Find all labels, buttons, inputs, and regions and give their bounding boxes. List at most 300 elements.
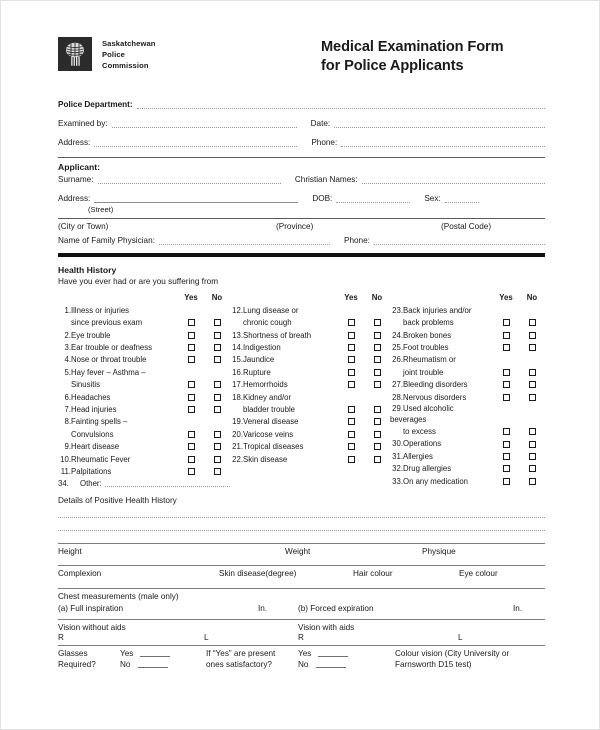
checkbox-no-icon[interactable] [214,468,221,475]
health-history-item [390,378,545,390]
checkbox-no-icon[interactable] [529,344,536,351]
checkbox-no-icon[interactable] [529,428,536,435]
health-history-yes-checkbox-cell[interactable] [338,418,364,427]
glasses-yes-input[interactable] [140,649,170,657]
details-label: Details of Positive Health History [58,495,177,505]
checkbox-no-icon[interactable] [529,441,536,448]
health-history-yes-checkbox-cell [493,416,519,425]
city-hint: (City or Town) [58,221,109,231]
health-history-no-checkbox-cell[interactable] [519,319,545,328]
health-history-yes-checkbox-cell[interactable] [493,344,519,353]
health-history-no-checkbox-cell[interactable] [204,443,230,452]
health-history-no-checkbox-cell[interactable] [519,332,545,341]
checkbox-yes-icon[interactable] [188,456,195,463]
checkbox-no-icon[interactable] [374,406,381,413]
health-history-no-checkbox-cell [204,418,230,427]
health-history-item-label [390,392,493,403]
checkbox-yes-icon[interactable] [188,332,195,339]
postal-code-hint: (Postal Code) [441,221,492,231]
health-history-item-label [58,404,178,415]
health-history-yes-checkbox-cell[interactable] [493,453,519,462]
checkbox-yes-icon[interactable] [503,344,510,351]
health-history-item [58,403,230,415]
health-history-item-label [230,317,338,328]
health-history-item-number: 5. [64,367,71,377]
health-history-no-checkbox-cell[interactable] [204,406,230,415]
health-history-item [390,462,545,474]
health-history-item [58,365,230,377]
checkbox-no-icon[interactable] [374,443,381,450]
health-history-item-text: Rheumatism or [403,355,456,365]
health-history-item-number: 11. [60,466,71,476]
health-history-no-checkbox-cell[interactable] [364,406,390,415]
health-history-item-text: Used alcoholic beverages [390,403,454,424]
health-history-yes-checkbox-cell[interactable] [493,441,519,450]
health-history-item-text: Hemorrhoids [243,380,288,390]
health-history-item-number: 12. [232,305,243,315]
police-department-section [58,100,545,148]
health-history-no-checkbox-cell[interactable] [364,369,390,378]
health-history-item-text: Varicose veins [243,429,294,439]
health-history-item-text: Shortness of breath [243,330,312,340]
health-history-yes-checkbox-cell [178,369,204,378]
health-history-yes-checkbox-cell[interactable] [338,443,364,452]
health-history-columns [58,293,545,488]
christian-names-label: Christian Names: [294,175,358,185]
health-history-item-number: 8. [64,417,71,427]
health-history-no-checkbox-cell[interactable] [204,468,230,477]
checkbox-yes-icon[interactable] [188,468,195,475]
health-history-item-text: Broken bones [403,330,452,340]
health-history-item-label [58,466,178,477]
police-department-input[interactable] [137,100,545,109]
vision-without-aids-label: Vision without aids [58,622,126,632]
health-history-item-indent [58,429,71,440]
checkbox-yes-icon[interactable] [503,441,510,448]
health-history-no-checkbox-cell[interactable] [204,332,230,341]
health-history-yes-checkbox-cell[interactable] [338,406,364,415]
health-history-yes-checkbox-cell[interactable] [178,468,204,477]
health-history-item-label [230,429,338,440]
health-history-item-label [58,305,178,316]
health-history-item-number: 14. [232,343,243,352]
checkbox-no-icon[interactable] [374,344,381,351]
family-physician-input[interactable] [159,236,330,245]
checkbox-no-icon[interactable] [374,381,381,388]
health-history-yes-checkbox-cell[interactable] [338,332,364,341]
health-history-item [230,365,390,377]
checkbox-yes-icon[interactable] [188,319,195,326]
health-history-yes-checkbox-cell[interactable] [178,431,204,440]
health-history-item [390,390,545,402]
sex-label: Sex: [424,194,441,204]
health-history-no-checkbox-cell[interactable] [364,344,390,353]
checkbox-no-icon[interactable] [529,465,536,472]
health-history-no-checkbox-cell[interactable] [519,441,545,450]
police-department-label: Police Department: [58,100,133,110]
checkbox-no-icon[interactable] [374,431,381,438]
checkbox-no-icon[interactable] [214,344,221,351]
health-history-item-label [390,379,493,390]
health-history-item-number: 33. [392,476,403,486]
divider-above-applicant [58,157,545,158]
health-history-item-label [58,429,178,440]
health-history-item [230,403,390,415]
checkbox-no-icon[interactable] [214,381,221,388]
health-history-item [390,328,545,340]
checkbox-yes-icon[interactable] [188,406,195,413]
health-history-yes-checkbox-cell[interactable] [338,344,364,353]
health-history-no-checkbox-cell[interactable] [364,356,390,365]
chest-measurements-title: Chest measurements (male only) [58,591,179,601]
wheat-sheaf-icon [58,37,92,71]
vision-left-without-label: L [204,632,209,642]
health-history-items-1 [58,304,230,477]
checkbox-yes-icon[interactable] [503,394,510,401]
health-history-yes-checkbox-cell[interactable] [493,478,519,487]
health-history-subtitle: Have you ever had or are you suffering from [58,276,219,286]
health-history-yes-checkbox-cell[interactable] [338,456,364,465]
checkbox-no-icon[interactable] [529,319,536,326]
checkbox-no-icon[interactable] [374,319,381,326]
health-history-item [58,427,230,439]
checkbox-no-icon[interactable] [529,381,536,388]
health-history-item-label [230,305,338,316]
health-history-yes-checkbox-cell[interactable] [338,319,364,328]
health-history-no-checkbox-cell[interactable] [519,369,545,378]
health-history-item-label [390,403,493,425]
health-history-item-label [230,454,338,465]
health-history-item-number: 27. [392,380,403,390]
health-history-item-label [58,454,178,465]
checkbox-no-icon[interactable] [374,456,381,463]
health-history-yes-checkbox-cell [178,418,204,427]
vision-with-aids-label: Vision with aids [298,622,355,632]
health-history-item-label [230,404,338,415]
yes-no-header-1 [58,293,230,304]
checkbox-yes-icon[interactable] [503,332,510,339]
date-label: Date: [310,119,331,129]
checkbox-yes-icon[interactable] [188,394,195,401]
checkbox-no-icon[interactable] [214,356,221,363]
health-history-yes-checkbox-cell[interactable] [493,394,519,403]
checkbox-yes-icon[interactable] [188,443,195,450]
health-history-item [390,341,545,353]
health-history-item-number: 23. [392,305,403,315]
dob-input[interactable] [336,194,410,203]
appearance-row [58,566,545,588]
checkbox-no-icon[interactable] [529,453,536,460]
checkbox-no-icon[interactable] [214,443,221,450]
health-history-item-indent [58,379,71,390]
checkbox-no-icon[interactable] [529,369,536,376]
health-history-item-text: Heart disease [71,442,120,452]
health-history-no-checkbox-cell[interactable] [519,465,545,474]
health-history-item [58,316,230,328]
checkbox-yes-icon[interactable] [503,453,510,460]
health-history-item-text: joint trouble [403,367,444,377]
department-address-input[interactable] [94,138,297,147]
health-history-item [58,440,230,452]
other-condition-input[interactable] [105,478,230,487]
checkbox-no-icon[interactable] [374,332,381,339]
checkbox-yes-icon[interactable] [348,406,355,413]
checkbox-yes-icon[interactable] [188,344,195,351]
health-history-item [390,474,545,486]
health-history-item-label [230,392,338,403]
checkbox-no-icon[interactable] [214,431,221,438]
health-history-items-3 [390,304,545,487]
health-history-no-checkbox-cell [519,356,545,365]
health-history-item-label [230,367,338,378]
checkbox-yes-icon[interactable] [503,381,510,388]
checkbox-yes-icon[interactable] [348,381,355,388]
checkbox-yes-icon[interactable] [503,369,510,376]
checkbox-no-icon[interactable] [214,456,221,463]
health-history-no-checkbox-cell[interactable] [519,381,545,390]
checkbox-yes-icon[interactable] [503,428,510,435]
health-history-item-label [58,367,178,378]
health-history-no-checkbox-cell[interactable] [519,453,545,462]
health-history-item-text: Indigestion [243,343,281,352]
health-history-yes-checkbox-cell[interactable] [493,428,519,437]
health-history-section [58,265,545,488]
health-history-yes-checkbox-cell[interactable] [493,381,519,390]
health-history-yes-checkbox-cell[interactable] [338,431,364,440]
health-history-no-checkbox-cell [364,394,390,403]
health-history-item-text: Back injuries and/or [403,305,472,315]
health-history-item-text: Operations [403,439,442,449]
yes-header-1: Yes [184,292,198,302]
health-history-item [390,365,545,377]
health-history-no-checkbox-cell[interactable] [204,394,230,403]
health-history-item-label [390,426,493,437]
health-history-item [390,403,545,425]
health-history-item [58,328,230,340]
glasses-no-input[interactable] [138,660,168,668]
health-history-item-text: Convulsions [71,429,114,439]
health-history-item-number: 9. [64,442,71,452]
no-header-2: No [371,292,383,302]
vision-eye-row [58,633,545,645]
org-line-3: Commission [102,61,149,70]
health-history-item-number: 30. [392,439,403,449]
health-history-yes-checkbox-cell[interactable] [178,332,204,341]
checkbox-no-icon[interactable] [214,394,221,401]
satisfactory-yes-input[interactable] [318,649,348,657]
health-history-item-label [58,317,178,328]
checkbox-yes-icon[interactable] [348,456,355,463]
health-history-no-checkbox-cell[interactable] [364,418,390,427]
checkbox-yes-icon[interactable] [188,431,195,438]
hair-colour-label: Hair colour [353,568,393,578]
page-title [321,37,545,77]
checkbox-no-icon[interactable] [529,478,536,485]
health-history-item [390,316,545,328]
health-history-item-number: 6. [64,392,71,402]
health-history-item [58,378,230,390]
date-input[interactable] [334,119,545,128]
surname-label: Surname: [58,175,94,185]
health-history-item-label [58,342,178,353]
health-history-item-text: Foot troubles [403,343,449,352]
health-history-item-label [390,342,493,353]
health-history-no-checkbox-cell[interactable] [364,431,390,440]
health-history-item-indent [390,426,403,437]
satisfactory-label-line-2: ones satisfactory? [206,659,272,669]
checkbox-yes-icon[interactable] [348,418,355,425]
full-inspiration-label: (a) Full inspiration [58,603,124,613]
health-history-item-text: Nose or throat trouble [71,355,147,365]
street-hint: (Street) [88,204,114,214]
health-history-yes-checkbox-cell[interactable] [493,369,519,378]
weight-label: Weight [285,546,311,556]
health-history-no-checkbox-cell[interactable] [204,344,230,353]
applicant-address-input[interactable] [94,194,298,203]
health-history-item-text: Eye trouble [71,330,111,340]
details-section [58,496,545,674]
health-history-yes-checkbox-cell[interactable] [338,369,364,378]
health-history-yes-checkbox-cell[interactable] [178,319,204,328]
health-history-item-number: 28. [392,392,403,402]
health-history-no-checkbox-cell[interactable] [204,431,230,440]
health-history-yes-checkbox-cell[interactable] [178,394,204,403]
health-history-item-label [230,354,338,365]
health-history-yes-checkbox-cell[interactable] [178,443,204,452]
skin-disease-label: Skin disease(degree) [219,568,297,578]
examined-by-row [58,119,545,129]
health-history-item-label [230,342,338,353]
health-history-yes-checkbox-cell[interactable] [338,381,364,390]
health-history-item-number: 19. [232,417,243,427]
vision-left-with-label: L [458,632,463,642]
checkbox-yes-icon[interactable] [188,356,195,363]
family-physician-phone-input[interactable] [374,236,545,245]
surname-input[interactable] [98,175,281,184]
health-history-item-number: 18. [232,392,243,402]
health-history-yes-checkbox-cell[interactable] [178,356,204,365]
health-history-item-number: 10. [60,454,71,464]
yes-header-3: Yes [499,292,513,302]
health-history-item-text: bladder trouble [243,404,296,414]
checkbox-yes-icon[interactable] [503,465,510,472]
chest-measurements-row [58,589,545,619]
department-phone-input[interactable] [341,138,545,147]
health-history-item-label [58,416,178,427]
checkbox-no-icon[interactable] [214,319,221,326]
checkbox-no-icon[interactable] [374,356,381,363]
health-history-no-checkbox-cell[interactable] [204,456,230,465]
health-history-no-checkbox-cell[interactable] [519,428,545,437]
health-history-item-label [230,379,338,390]
checkbox-no-icon[interactable] [214,406,221,413]
checkbox-no-icon[interactable] [529,394,536,401]
health-history-item [390,353,545,365]
health-history-item [58,353,230,365]
checkbox-no-icon[interactable] [529,332,536,339]
examined-by-input[interactable] [112,119,297,128]
health-history-item-number: 2. [64,330,71,340]
health-history-no-checkbox-cell[interactable] [364,381,390,390]
checkbox-yes-icon[interactable] [348,319,355,326]
checkbox-yes-icon[interactable] [348,369,355,376]
org-line-1: Saskatchewan [102,39,156,48]
health-history-item-label [230,416,338,427]
checkbox-yes-icon[interactable] [188,381,195,388]
health-history-item-text: Fainting spells – [71,417,128,427]
health-history-item-label [390,354,493,365]
health-history-item-number: 22. [232,454,243,464]
glasses-no-label: No [120,659,131,669]
health-history-yes-checkbox-cell[interactable] [493,465,519,474]
health-history-no-checkbox-cell [204,369,230,378]
checkbox-yes-icon[interactable] [348,443,355,450]
health-history-yes-checkbox-cell[interactable] [493,332,519,341]
complexion-label: Complexion [58,568,102,578]
health-history-no-checkbox-cell[interactable] [519,394,545,403]
checkbox-no-icon[interactable] [214,332,221,339]
health-history-no-checkbox-cell [204,307,230,316]
health-history-yes-checkbox-cell[interactable] [493,319,519,328]
sex-input[interactable] [445,194,479,203]
organization-name [102,37,156,71]
health-history-item [390,425,545,437]
health-history-no-checkbox-cell[interactable] [204,356,230,365]
health-history-no-checkbox-cell[interactable] [204,319,230,328]
health-history-yes-checkbox-cell[interactable] [178,344,204,353]
checkbox-yes-icon[interactable] [503,478,510,485]
health-history-item-indent [390,317,403,328]
health-history-item-text: Jaundice [243,355,275,365]
health-history-no-checkbox-cell[interactable] [364,456,390,465]
christian-names-input[interactable] [362,175,545,184]
health-history-yes-checkbox-cell[interactable] [178,381,204,390]
checkbox-yes-icon[interactable] [348,356,355,363]
satisfactory-no-input[interactable] [316,660,346,668]
health-history-item-label [390,317,493,328]
health-history-item-text: Ear trouble or deafness [71,343,153,352]
checkbox-no-icon[interactable] [374,418,381,425]
other-condition-row [58,478,230,488]
health-history-yes-checkbox-cell[interactable] [178,406,204,415]
checkbox-yes-icon[interactable] [348,344,355,351]
health-history-items-2 [230,304,390,465]
satisfactory-no-label: No [298,659,309,669]
checkbox-yes-icon[interactable] [348,332,355,339]
health-history-item-label [230,330,338,341]
health-history-no-checkbox-cell[interactable] [204,381,230,390]
health-history-item [230,415,390,427]
health-history-yes-checkbox-cell[interactable] [338,356,364,365]
checkbox-yes-icon[interactable] [503,319,510,326]
health-history-yes-checkbox-cell [493,356,519,365]
vision-headers-row [58,620,545,633]
health-history-item-number: 31. [392,451,403,461]
health-history-no-checkbox-cell[interactable] [519,344,545,353]
health-history-no-checkbox-cell[interactable] [364,443,390,452]
health-history-no-checkbox-cell[interactable] [364,332,390,341]
health-history-item-label [390,463,493,474]
health-history-item-label [390,438,493,449]
forced-expiration-unit: In. [513,603,523,613]
health-history-yes-checkbox-cell[interactable] [178,456,204,465]
checkbox-no-icon[interactable] [374,369,381,376]
health-history-no-checkbox-cell[interactable] [364,319,390,328]
health-history-no-checkbox-cell[interactable] [519,478,545,487]
checkbox-yes-icon[interactable] [348,431,355,438]
yes-no-header-2 [230,293,390,304]
health-history-item-indent [390,367,403,378]
